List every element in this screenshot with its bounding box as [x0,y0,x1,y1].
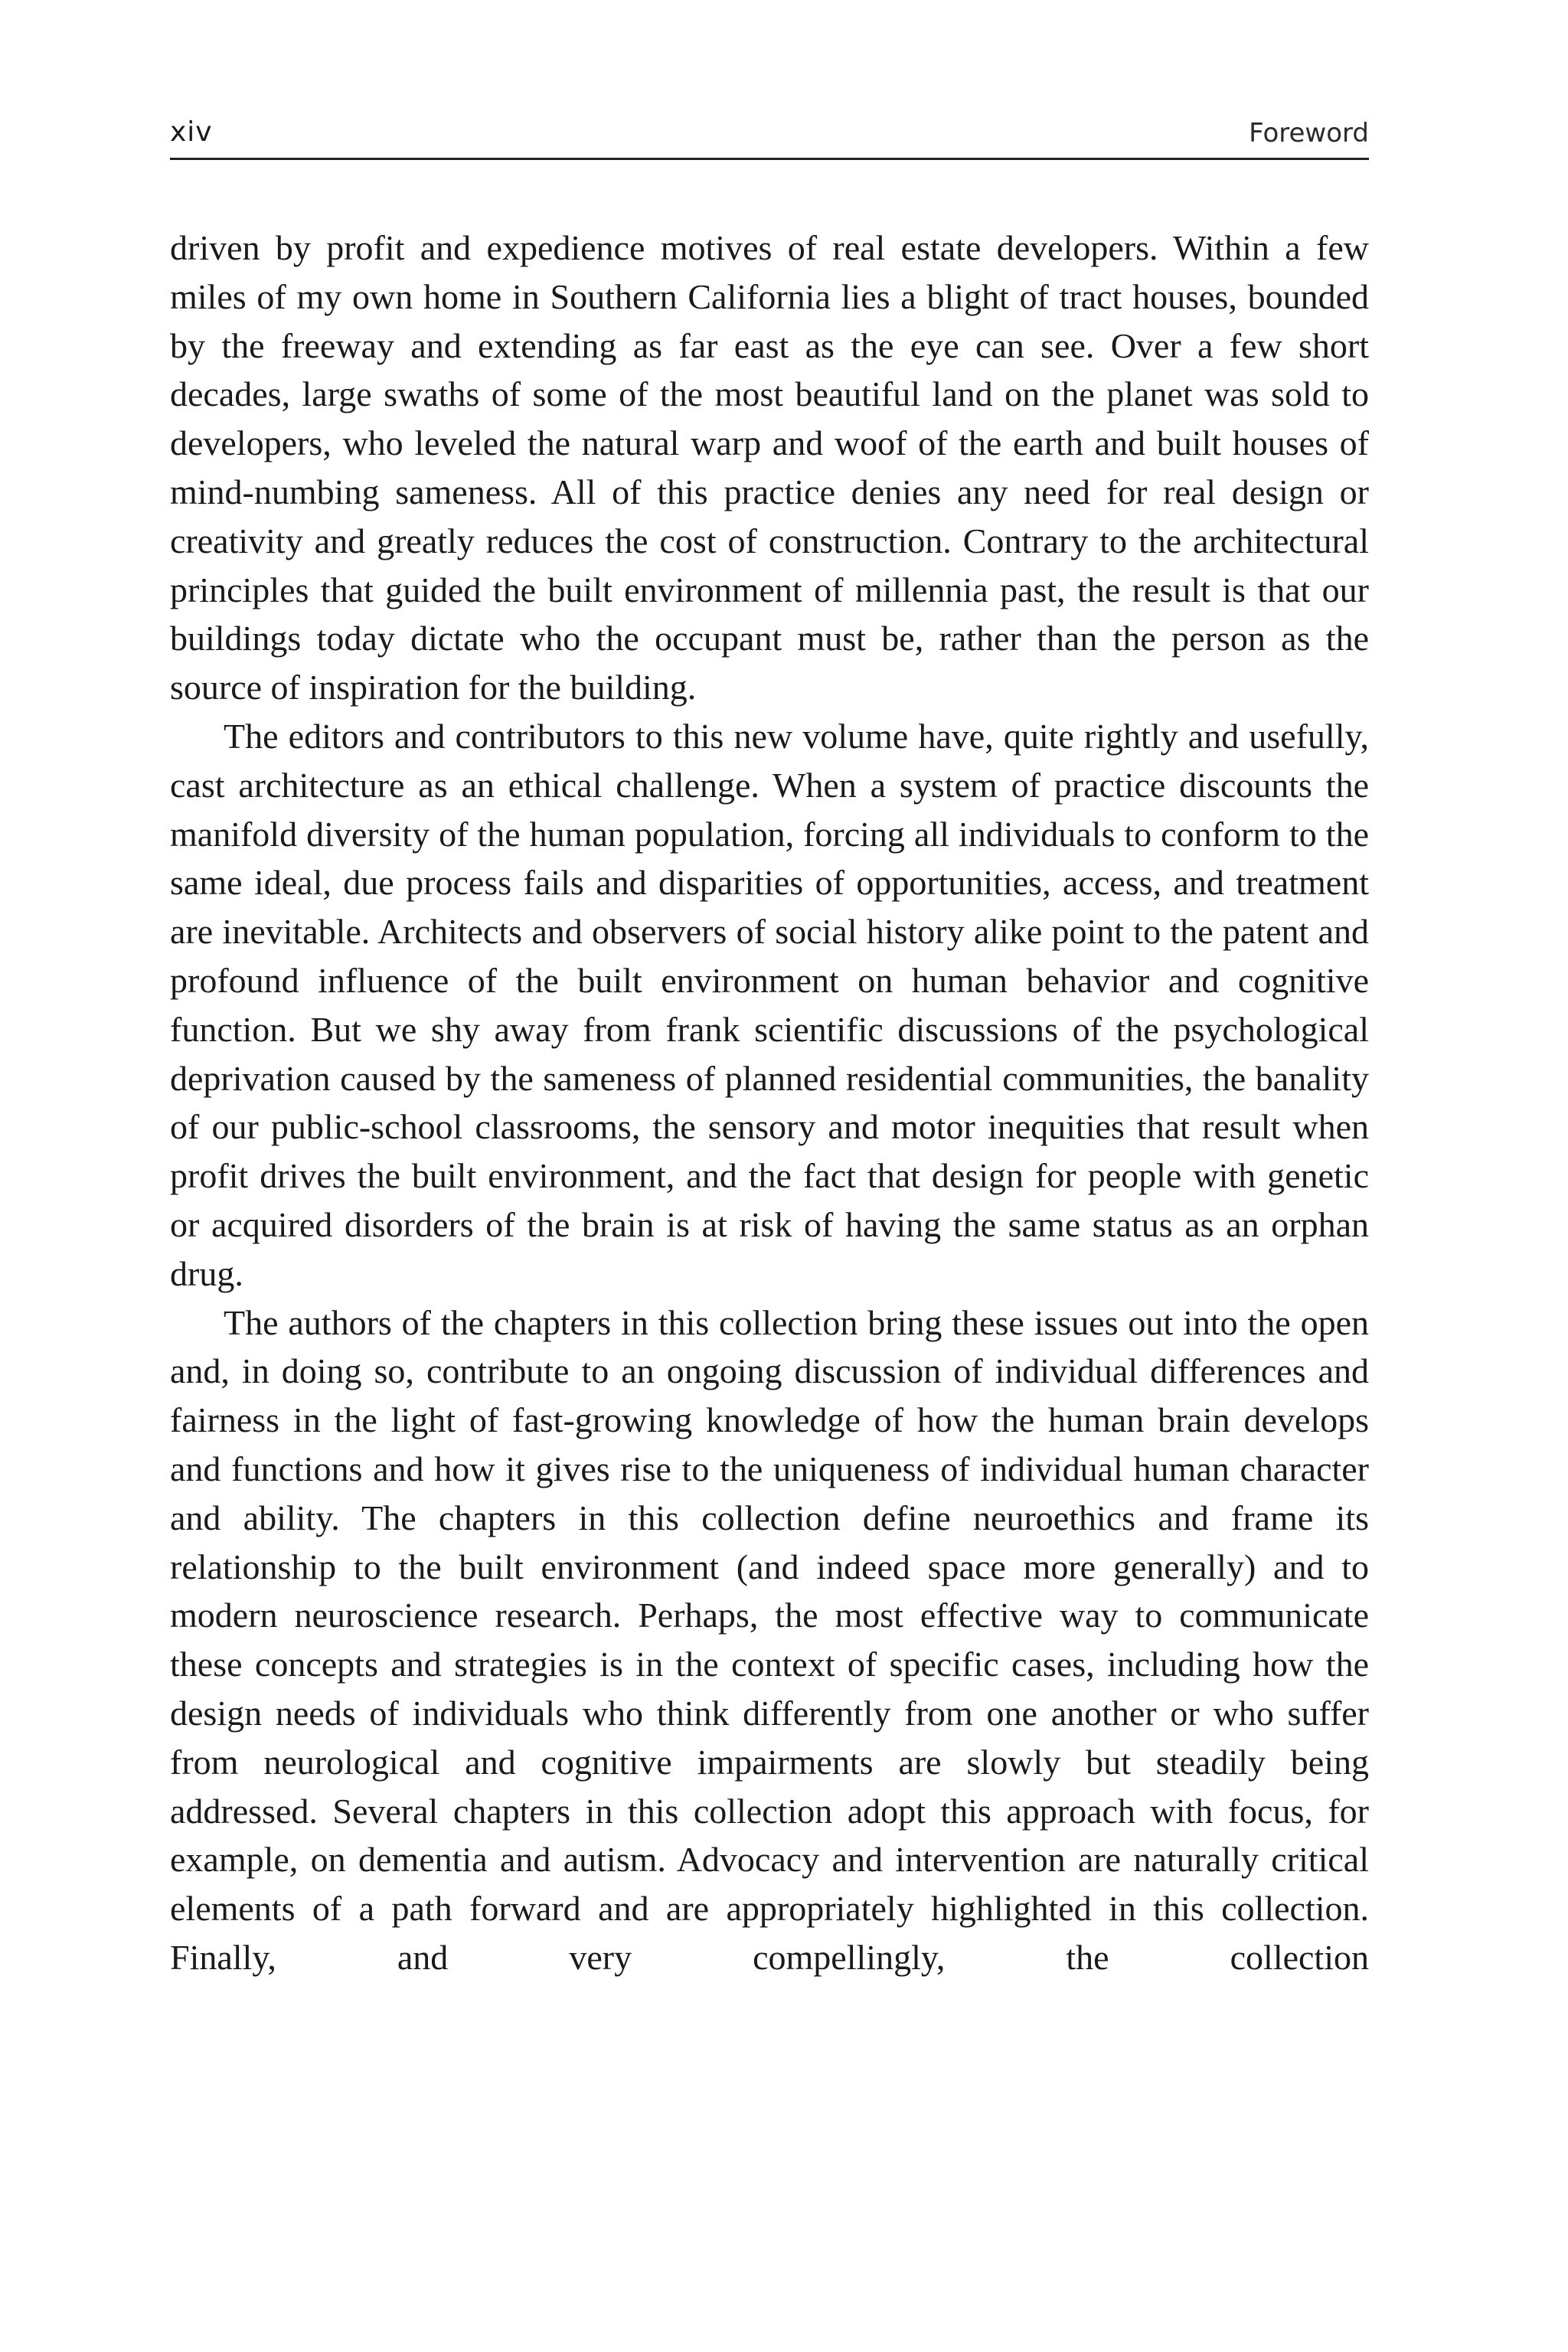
paragraph-3: The authors of the chapters in this collection bring these issues out into the open and, in doing so, contribute to an ongoing discussion of individual differences and fairness in the light of fast-growing knowledge of how the human brain develops and functions and how it gives rise to the uniqueness of individual human character and ability. The chapters in this collection define neuroethics and frame its relationship to the built environment (and indeed space more generally) and to modern neuroscience research. Perhaps, the most effective way to communicate these concepts and strategies is in the context of specific cases, including how the design needs of individuals who think differently from one another or who suffer from neurological and cognitive impairments are slowly but steadily being addressed. Several chapters in this collection adopt this approach with focus, for example, on dementia and autism. Advocacy and intervention are naturally critical elements of a path forward and are appropriately highlighted in this collection. Finally, and very compellingly, the collection [170,1302,1369,1977]
paragraph-1: driven by profit and expedience motives of real estate developers. Within a few miles of my own home in Southern California lies a blight of tract houses, bounded by the freeway and extending as far east as the eye can see. Over a few short decades, large swaths of some of the most beautiful land on the planet was sold to developers, who leveled the natural warp and woof of the earth and built houses of mind-numbing sameness. All of this practice denies any need for real design or creativity and greatly reduces the cost of construction. Contrary to the architectural principles that guided the built environment of millennia past, the result is that our buildings today dictate who the occupant must be, rather than the person as the source of inspiration for the building. [170,228,1369,707]
paragraph-2: The editors and contributors to this new volume have, quite rightly and usefully, cast architecture as an ethical challenge. When a system of practice discounts the manifold diversity of the human population, forcing all individuals to conform to the same ideal, due process fails and disparities of opportunities, access, and treatment are inevitable. Architects and observers of social history alike point to the patent and profound influence of the built environment on human behavior and cognitive function. But we shy away from frank scientific discussions of the psychological deprivation caused by the sameness of planned residential communities, the banality of our public-school classrooms, the sensory and motor inequities that result when profit drives the built environment, and the fact that design for people with genetic or acquired disorders of the brain is at risk of having the same status as an orphan drug. [170,716,1369,1293]
page-number: xiv [170,116,213,148]
running-header [170,115,1369,160]
running-title: Foreword [1249,118,1369,149]
body-text [170,224,1369,1982]
